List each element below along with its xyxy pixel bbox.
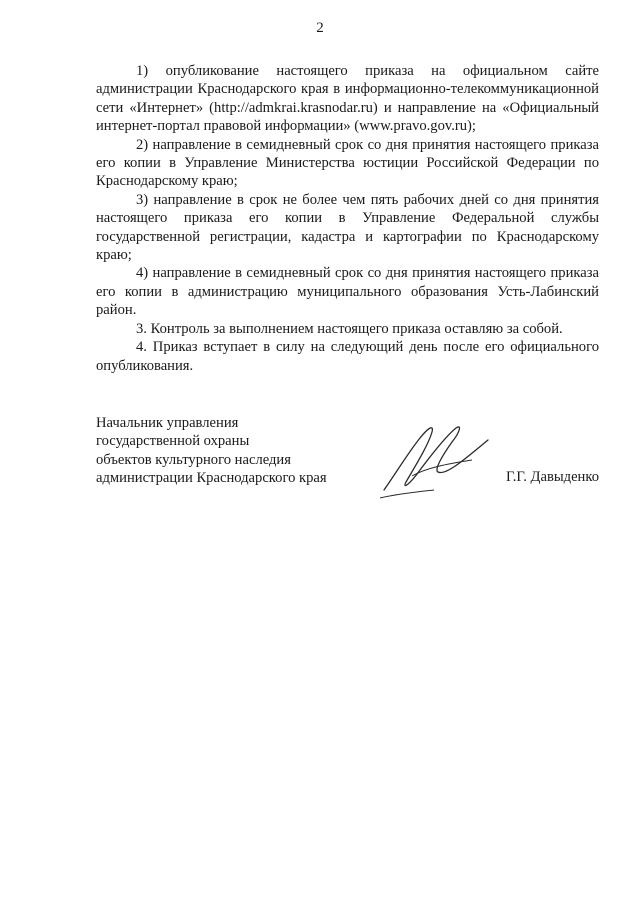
paragraph-control: 3. Контроль за выполнением настоящего приказа оставляю за собой. bbox=[136, 320, 563, 337]
paragraph-publication: 1) опубликование настоящего приказа на официальном сайте администрации Краснодарского края в информационно-телекоммуникационной сети «Интернет» (http://admkrai.krasnodar.ru) и направление на «Официальный интернет-портал правовой информации» (www.pravo.gov.ru); bbox=[96, 63, 599, 135]
paragraph-ministry-justice: 2) направление в семидневный срок со дня принятия настоящего приказа его копии в Управление Министерства юстиции Российской Федерации по Краснодарскому краю; bbox=[96, 136, 599, 190]
signature-block bbox=[96, 414, 599, 504]
paragraph-municipality: 4) направление в семидневный срок со дня принятия настоящего приказа его копии в администрацию муниципального образования Усть-Лабинский район. bbox=[96, 265, 599, 319]
signer-position: Начальник управления государственной охраны объектов культурного наследия администрации Краснодарского края bbox=[96, 415, 327, 487]
paragraph-effective-date: 4. Приказ вступает в силу на следующий день после его официального опубликования. bbox=[96, 339, 599, 374]
document-body bbox=[96, 62, 599, 375]
handwritten-signature bbox=[376, 418, 496, 500]
page-number: 2 bbox=[316, 20, 324, 36]
signer-name: Г.Г. Давыденко bbox=[505, 469, 599, 485]
paragraph-rosreestr: 3) направление в срок не более чем пять рабочих дней со дня принятия настоящего приказа его копии в Управление Федеральной службы государственной регистрации, кадастра и картографии по Краснодарскому краю; bbox=[96, 191, 599, 264]
